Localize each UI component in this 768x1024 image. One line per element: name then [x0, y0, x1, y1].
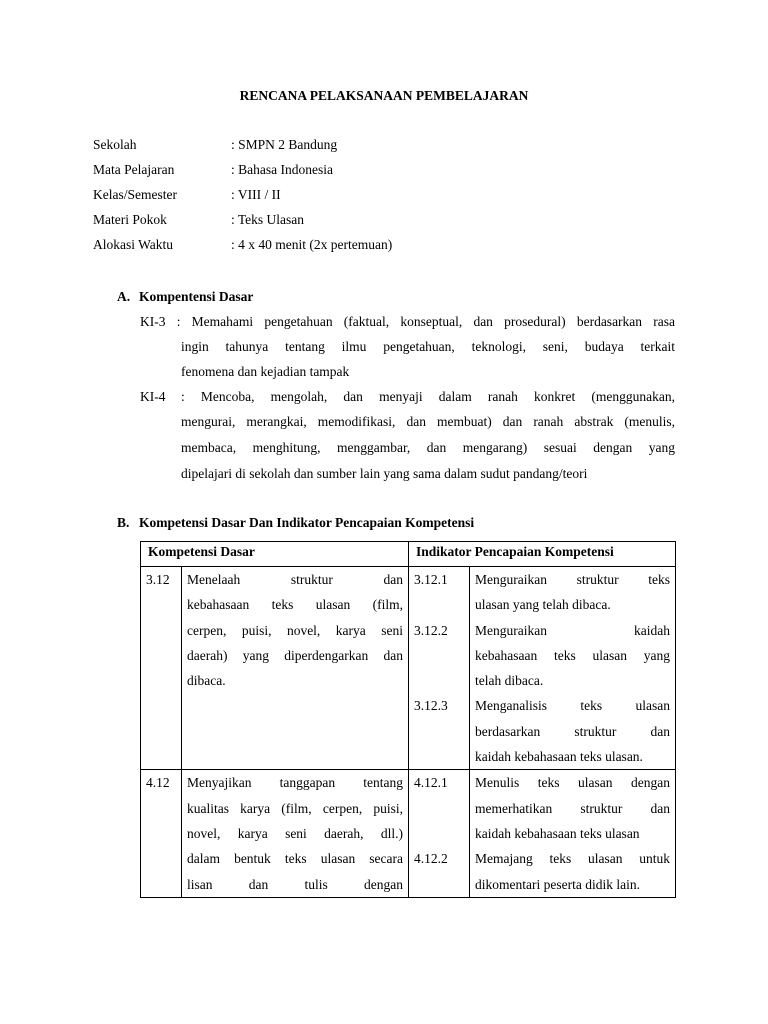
indicator-line: telah dibaca.	[475, 673, 544, 689]
indicator-number: 3.12.3	[414, 698, 448, 714]
section-letter: B.	[117, 515, 130, 530]
ki4-line-1: : Mencoba, mengolah, dan menyaji dalam ranah konkret (menggunakan,	[181, 389, 675, 404]
ki4-label: KI-4	[140, 389, 166, 404]
indicator-line: kebahasaan teks ulasan yang	[475, 647, 670, 663]
kd-number: 4.12	[146, 775, 170, 791]
indicator-line: dikomentari peserta didik lain.	[475, 876, 640, 892]
indicator-line: kaidah kebahasaan teks ulasan	[475, 825, 640, 841]
kd-line: dalam bentuk teks ulasan secara	[187, 851, 403, 867]
kd-line: lisan dan tulis dengan	[187, 876, 403, 892]
kd-description-cell	[182, 770, 409, 897]
section-b-heading	[117, 515, 474, 531]
indicator-line: kaidah kebahasaan teks ulasan.	[475, 749, 643, 765]
indicator-number: 4.12.2	[414, 851, 448, 867]
section-a-heading	[117, 289, 253, 305]
identity-value: : SMPN 2 Bandung	[231, 137, 338, 152]
table-header-kd: Kompetensi Dasar	[141, 542, 409, 567]
kd-line: kualitas karya (film, cerpen, puisi,	[187, 800, 403, 816]
table-row	[141, 770, 676, 897]
kd-number: 3.12	[146, 572, 170, 587]
indicator-description-cell	[470, 567, 676, 770]
table-header-indicator: Indikator Pencapaian Kompetensi	[409, 542, 676, 567]
ki3-line-2: ingin tahunya tentang ilmu pengetahuan, teknologi, seni, budaya terkait	[181, 339, 675, 354]
indicator-description-cell	[470, 770, 676, 897]
indicator-line: Menulis teks ulasan dengan	[475, 775, 670, 791]
kd-line: Menyajikan tanggapan tentang	[187, 775, 403, 791]
identity-label: Kelas/Semester	[93, 187, 177, 202]
indicator-number-cell	[409, 770, 470, 897]
indicator-number: 3.12.2	[414, 622, 448, 638]
kd-line: cerpen, puisi, novel, karya seni	[187, 622, 403, 638]
indicator-line: Menguraikan struktur teks	[475, 572, 670, 587]
kd-number-cell	[141, 770, 182, 897]
indicator-line: Memajang teks ulasan untuk	[475, 851, 670, 867]
kd-line: Menelaah struktur dan	[187, 572, 403, 587]
kd-number-cell	[141, 567, 182, 770]
indicator-line: berdasarkan struktur dan	[475, 723, 670, 739]
indicator-line: Menganalisis teks ulasan	[475, 698, 670, 714]
ki4-line-3: membaca, menghitung, menggambar, dan mengarang) sesuai dengan yang	[181, 440, 675, 455]
table-row	[141, 567, 676, 770]
ki4-line-2: mengurai, merangkai, memodifikasi, dan membuat) dan ranah abstrak (menulis,	[181, 414, 675, 429]
ki4-line-4: dipelajari di sekolah dan sumber lain yang sama dalam sudut pandang/teori	[181, 466, 588, 481]
identity-value: : 4 x 40 menit (2x pertemuan)	[231, 237, 393, 252]
kd-line: dibaca.	[187, 673, 226, 689]
identity-value: : Teks Ulasan	[231, 212, 305, 227]
identity-label: Sekolah	[93, 137, 137, 152]
section-title: Kompetensi Dasar Dan Indikator Pencapaian Kompetensi	[139, 515, 475, 530]
section-letter: A.	[117, 289, 131, 304]
identity-value: : VIII / II	[231, 187, 281, 202]
kd-line: novel, karya seni daerah, dll.)	[187, 825, 403, 841]
indicator-line: ulasan yang telah dibaca.	[475, 597, 611, 613]
identity-label: Alokasi Waktu	[93, 237, 174, 252]
identity-value: : Bahasa Indonesia	[231, 162, 333, 177]
kd-line: daerah) yang diperdengarkan dan	[187, 647, 403, 663]
indicator-number: 3.12.1	[414, 572, 448, 587]
ki3-line-1: KI-3 : Memahami pengetahuan (faktual, konseptual, dan prosedural) berdasarkan rasa	[140, 314, 675, 329]
section-title: Kompentensi Dasar	[139, 289, 254, 304]
kd-line: kebahasaan teks ulasan (film,	[187, 597, 403, 613]
competency-table	[140, 541, 676, 898]
indicator-number: 4.12.1	[414, 775, 448, 791]
table-header-row	[141, 542, 676, 567]
indicator-line: Menguraikan kaidah	[475, 622, 670, 638]
indicator-line: memerhatikan struktur dan	[475, 800, 670, 816]
indicator-number-cell	[409, 567, 470, 770]
identity-label: Mata Pelajaran	[93, 162, 175, 177]
kd-description-cell	[182, 567, 409, 770]
identity-label: Materi Pokok	[93, 212, 167, 227]
ki3-line-3: fenomena dan kejadian tampak	[181, 364, 350, 379]
document-title: RENCANA PELAKSANAAN PEMBELAJARAN	[239, 88, 529, 103]
